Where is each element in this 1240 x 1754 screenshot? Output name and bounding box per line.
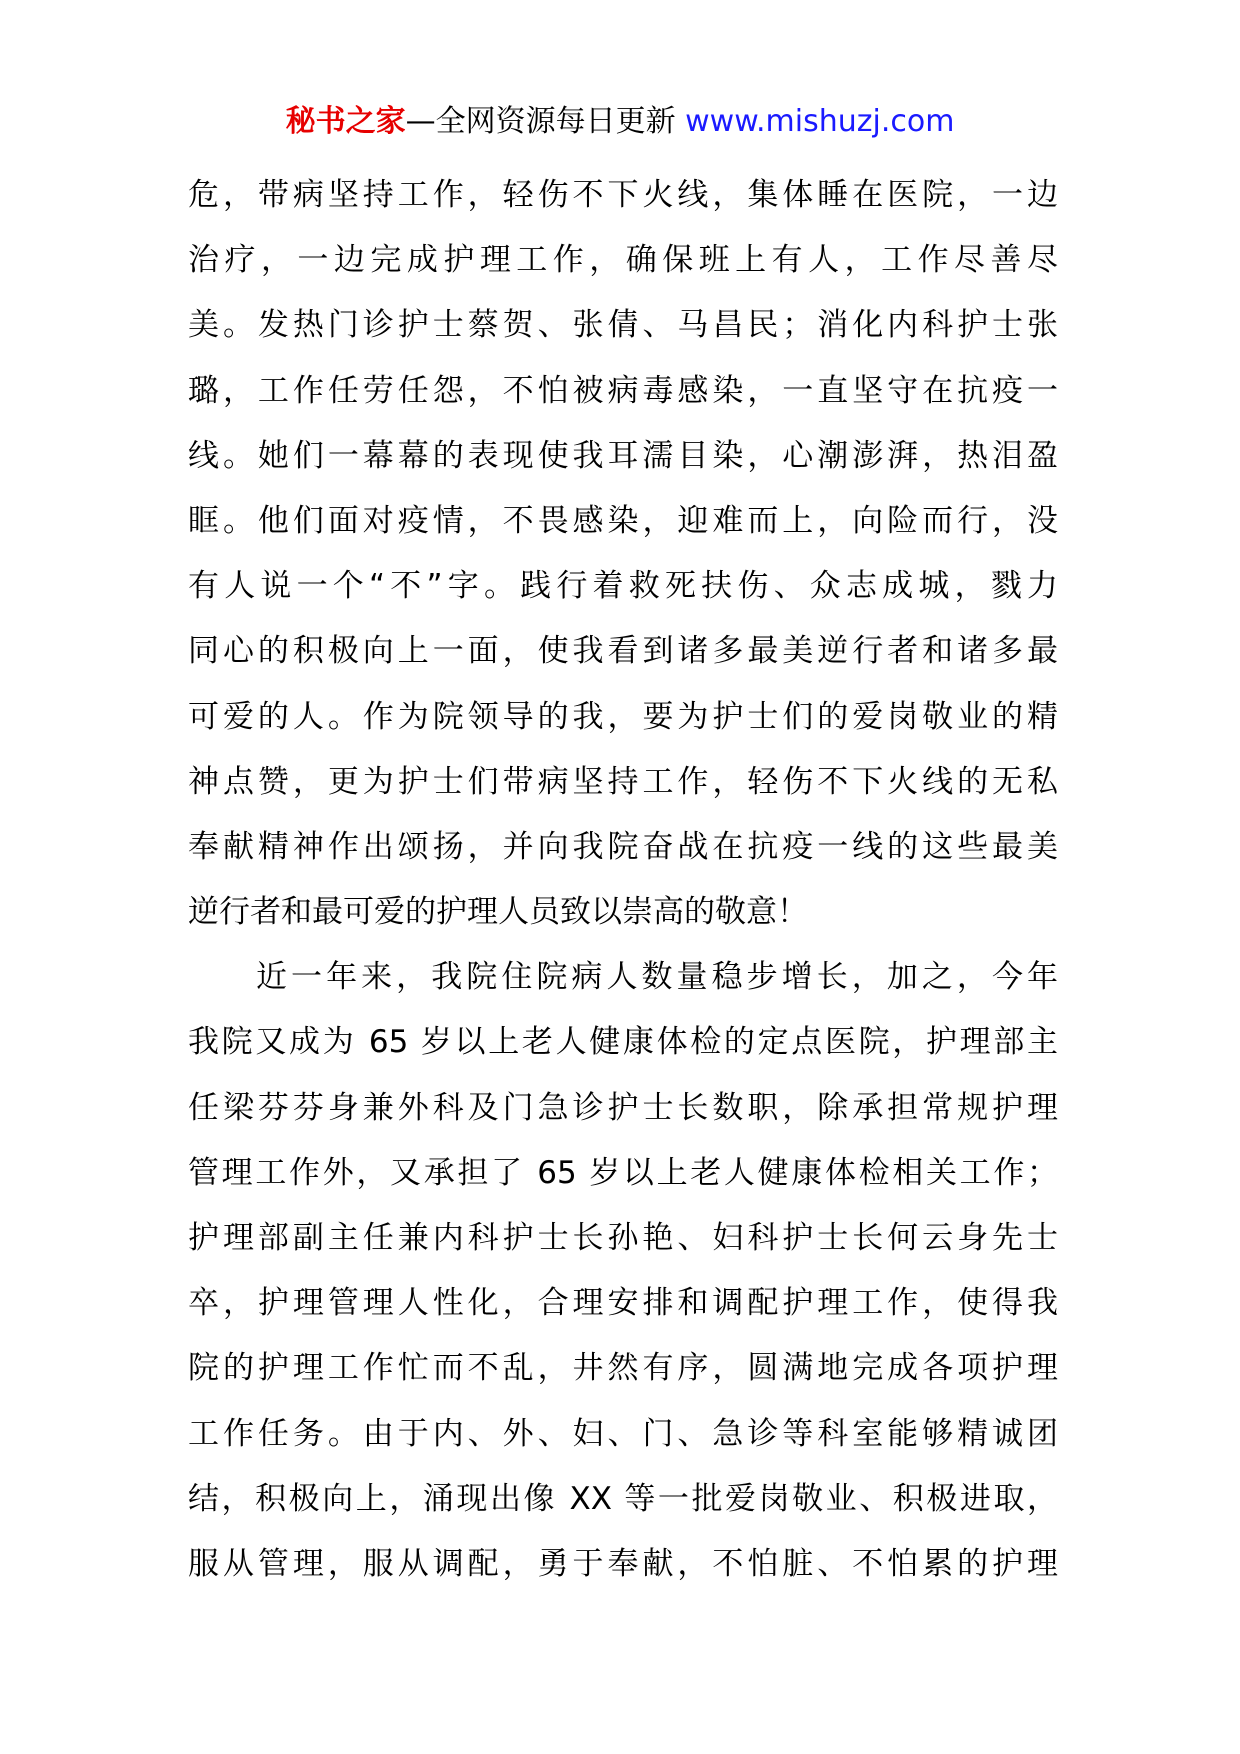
text-line: 危，带病坚持工作，轻伤不下火线，集体睡在医院，一边 <box>188 177 1058 213</box>
text-line: 璐，工作任劳任怨，不怕被病毒感染，一直坚守在抗疫一 <box>188 372 1058 409</box>
text-line: 护理部副主任兼内科护士长孙艳、妇科护士长何云身先士 <box>188 1220 1058 1256</box>
text-line: 同心的积极向上一面，使我看到诸多最美逆行者和诸多最 <box>188 633 1058 670</box>
text-line: 院的护理工作忙而不乱，井然有序，圆满地完成各项护理 <box>188 1350 1058 1387</box>
site-url-link[interactable]: www.mishuzj.com <box>685 104 955 139</box>
site-tagline: —全网资源每日更新 <box>405 104 686 139</box>
text-line: 工作任务。由于内、外、妇、门、急诊等科室能够精诚团 <box>188 1415 1058 1452</box>
text-line: 线。她们一幕幕的表现使我耳濡目染，心潮澎湃，热泪盈 <box>188 437 1058 474</box>
text-line: 管理工作外，又承担了 65 岁以上老人健康体检相关工作； <box>188 1154 1058 1191</box>
text-line: 服从管理，服从调配，勇于奉献，不怕脏、不怕累的护理 <box>188 1545 1058 1582</box>
text-line: 近一年来，我院住院病人数量稳步增长，加之，今年 <box>256 959 1058 996</box>
text-line: 有人说一个“不”字。践行着救死扶伤、众志成城，戮力 <box>188 568 1058 605</box>
text-line: 奉献精神作出颂扬，并向我院奋战在抗疫一线的这些最美 <box>188 828 1058 865</box>
text-line: 眶。他们面对疫情，不畏感染，迎难而上，向险而行，没 <box>188 502 1058 539</box>
paragraph <box>188 945 1058 1597</box>
text-line: 结，积极向上，涌现出像 XX 等一批爱岗敬业、积极进取， <box>188 1480 1058 1517</box>
text-line: 治疗，一边完成护理工作，确保班上有人，工作尽善尽 <box>188 242 1058 279</box>
text-line: 可爱的人。作为院领导的我，要为护士们的爱岗敬业的精 <box>188 698 1058 735</box>
text-line: 逆行者和最可爱的护理人员致以崇高的敬意！ <box>188 894 808 931</box>
text-line: 任梁芬芬身兼外科及门急诊护士长数职，除承担常规护理 <box>188 1089 1058 1126</box>
paragraph <box>188 163 1058 945</box>
text-line: 我院又成为 65 岁以上老人健康体检的定点医院，护理部主 <box>188 1024 1058 1061</box>
document-body <box>188 163 1058 1597</box>
page-header <box>0 100 1240 144</box>
text-line: 卒，护理管理人性化，合理安排和调配护理工作，使得我 <box>188 1285 1058 1322</box>
site-brand: 秘书之家 <box>285 104 406 139</box>
text-line: 美。发热门诊护士蔡贺、张倩、马昌民；消化内科护士张 <box>188 307 1058 344</box>
text-line: 神点赞，更为护士们带病坚持工作，轻伤不下火线的无私 <box>188 763 1058 800</box>
